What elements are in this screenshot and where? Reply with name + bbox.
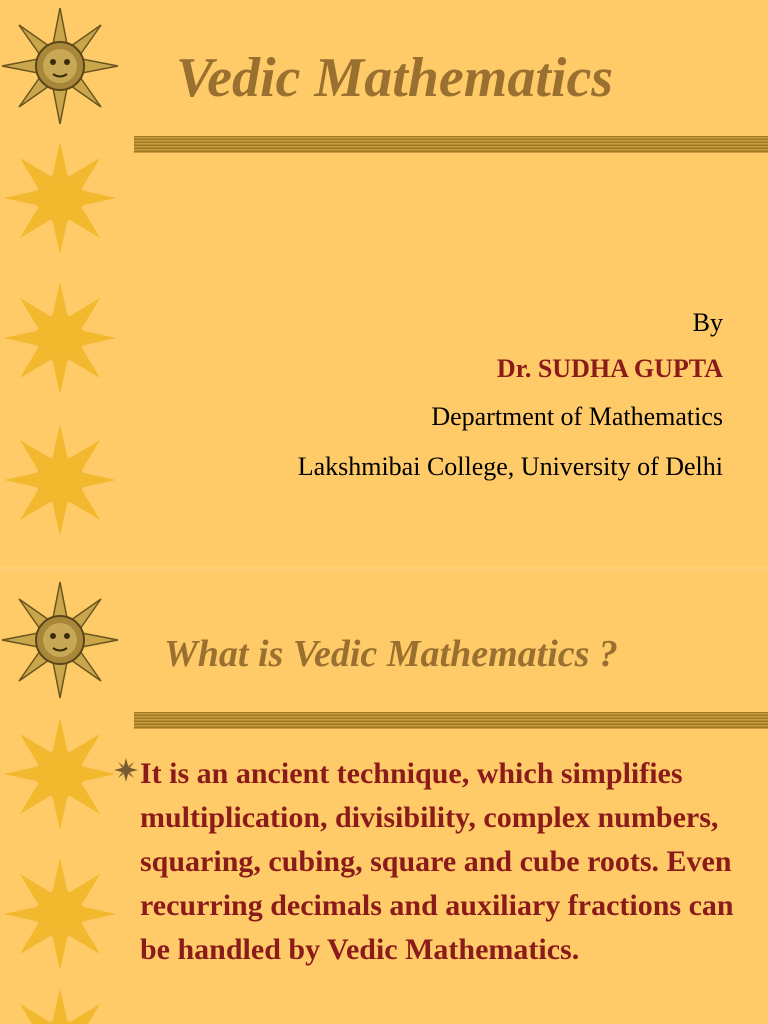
author-institution: Lakshmibai College, University of Delhi [297, 452, 723, 481]
slide-title-text: What is Vedic Mathematics ? [164, 633, 618, 675]
slide-definition [0, 572, 768, 1024]
sun-icon [0, 714, 120, 834]
author-name: Dr. SUDHA GUPTA [496, 354, 723, 383]
by-label: By [692, 308, 723, 337]
sun-icon [0, 854, 120, 974]
title-underline [134, 712, 768, 729]
bullet-item [112, 752, 752, 972]
sun-medallion-icon [0, 580, 120, 700]
sun-icon [0, 138, 120, 258]
sun-icon [0, 278, 120, 398]
slide-title-text: Vedic Mathematics [176, 47, 614, 109]
sun-medallion-icon [0, 6, 120, 126]
sun-icon [0, 984, 120, 1024]
author-department: Department of Mathematics [431, 402, 723, 431]
title-underline [134, 136, 768, 153]
sun-icon [0, 420, 120, 540]
bullet-text: It is an ancient technique, which simplifies multiplication, divisibility, complex numbers, squaring, cubing, square and cube roots. Even recurring decimals and auxiliary fractions can be handled by Vedic Mathematics. [140, 757, 734, 966]
star-bullet-icon [112, 756, 140, 784]
